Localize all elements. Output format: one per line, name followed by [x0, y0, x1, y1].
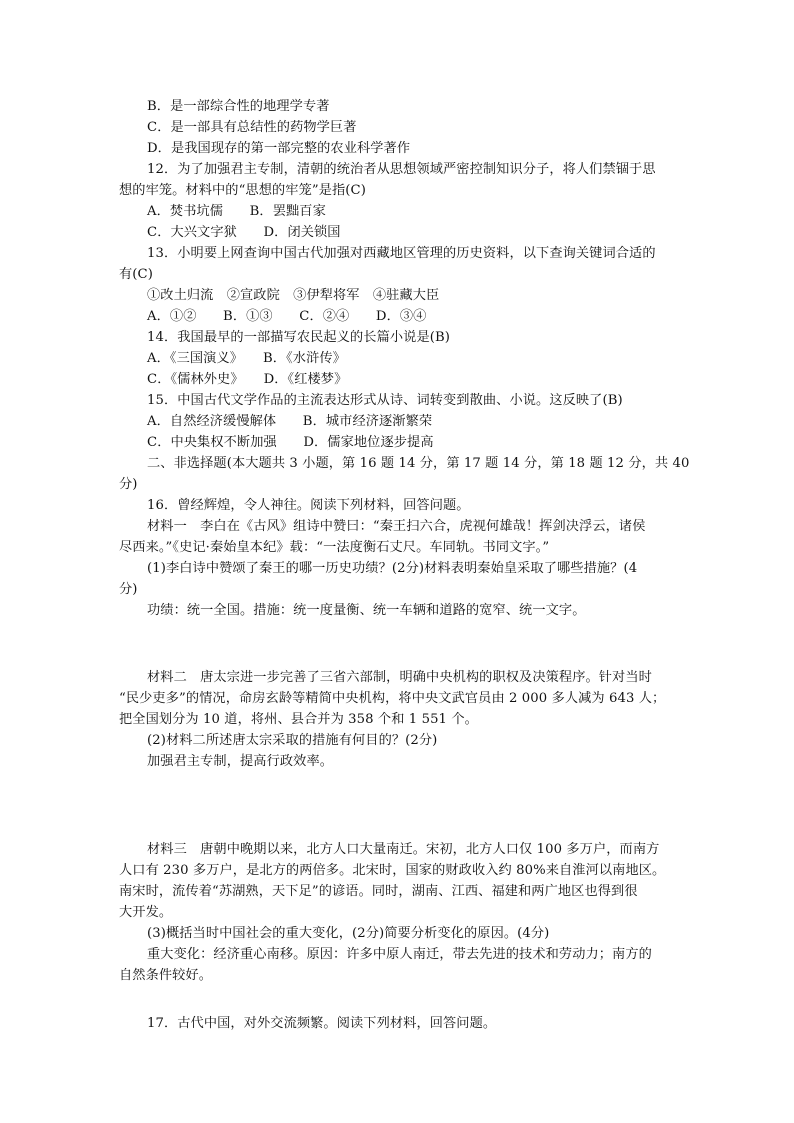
question-16-2: (2)材料二所述唐太宗采取的措施有何目的？(2分): [147, 733, 438, 748]
material-3-cont-2: 南宋时，流传着“苏湖熟，天下足”的谚语。同时，湖南、江西、福建和两广地区也得到很: [119, 884, 638, 899]
material-3: 材料三 唐朝中晚期以来，北方人口大量南迁。宋初，北方人口仅 100 多万户，而南方: [147, 842, 660, 857]
answer-16-2: 加强君主专制，提高行政效率。: [147, 754, 334, 769]
material-3-cont-3: 大开发。: [119, 905, 173, 920]
section-heading-cont: 分): [119, 477, 138, 492]
material-1: 材料一 李白在《古风》组诗中赞曰：“秦王扫六合，虎视何雄哉！挥剑决浮云，诸侯: [147, 519, 646, 534]
question-12-options-ab: A．焚书坑儒 B．罢黜百家: [147, 204, 326, 219]
material-3-cont-1: 人口有 230 多万户，是北方的两倍多。北宋时，国家的财政收入约 80%来自淮河以南地区。: [119, 863, 666, 878]
material-2: 材料二 唐太宗进一步完善了三省六部制，明确中央机构的职权及决策程序。针对当时: [147, 670, 652, 685]
answer-16-3: 重大变化：经济重心南移。原因：许多中原人南迁，带去先进的技术和劳动力；南方的: [147, 947, 652, 962]
question-14-options-cd: C．《儒林外史》 D．《红楼梦》: [147, 372, 348, 387]
option-12b-prev: B．是一部综合性的地理学专著: [147, 99, 330, 114]
section-heading: 二、非选择题(本大题共 3 小题，第 16 题 14 分，第 17 题 14 分，第 18 题 12 分，共 40: [147, 456, 690, 471]
material-2-cont-2: 把全国划分为 10 道，将州、县合并为 358 个和 1 551 个。: [119, 712, 478, 727]
question-13: 13．小明要上网查询中国古代加强对西藏地区管理的历史资料，以下查询关键词合适的: [147, 246, 656, 261]
question-13-items: ①改土归流 ②宣政院 ③伊犁将军 ④驻藏大臣: [147, 288, 440, 303]
question-16-3: (3)概括当时中国社会的重大变化，(2分)简要分析变化的原因。(4分): [147, 926, 550, 941]
answer-16-3-cont: 自然条件较好。: [119, 968, 213, 983]
question-15: 15．中国古代文学作品的主流表达形式从诗、词转变到散曲、小说。这反映了(B): [147, 393, 623, 408]
question-15-options-ab: A．自然经济缓慢解体 B．城市经济逐渐繁荣: [147, 414, 433, 429]
option-d-prev: D．是我国现存的第一部完整的农业科学著作: [147, 141, 411, 156]
question-16-1: (1)李白诗中赞颂了秦王的哪一历史功绩？(2分)材料表明秦始皇采取了哪些措施？(4: [147, 561, 638, 576]
question-16: 16．曾经辉煌，令人神往。阅读下列材料，回答问题。: [147, 498, 470, 513]
question-12: 12．为了加强君主专制，清朝的统治者从思想领域严密控制知识分子，将人们禁锢于思: [147, 162, 656, 177]
question-17: 17．古代中国，对外交流频繁。阅读下列材料，回答问题。: [147, 1016, 497, 1031]
question-16-1-cont: 分): [119, 582, 138, 597]
material-1-cont: 尽西来。”《史记·秦始皇本纪》载：“一法度衡石丈尺。车同轨。书同文字。”: [119, 540, 550, 555]
option-c-prev: C．是一部具有总结性的药物学巨著: [147, 120, 357, 135]
question-14-options-ab: A．《三国演义》 B．《水浒传》: [147, 351, 346, 366]
question-13-cont: 有(C): [119, 267, 153, 282]
question-13-options: A．①② B．①③ C．②④ D．③④: [147, 309, 427, 324]
answer-16-1: 功绩：统一全国。措施：统一度量衡、统一车辆和道路的宽窄、统一文字。: [147, 603, 586, 618]
question-14: 14．我国最早的一部描写农民起义的长篇小说是(B): [147, 330, 451, 345]
question-15-options-cd: C．中央集权不断加强 D．儒家地位逐步提高: [147, 435, 434, 450]
question-12-cont: 想的牢笼。材料中的“思想的牢笼”是指(C): [119, 183, 366, 198]
material-2-cont-1: “民少吏多”的情况，命房玄龄等精简中央机构，将中央文武官员由 2 000 多人减为 643 人；: [119, 691, 666, 706]
question-12-options-cd: C．大兴文字狱 D．闭关锁国: [147, 225, 341, 240]
